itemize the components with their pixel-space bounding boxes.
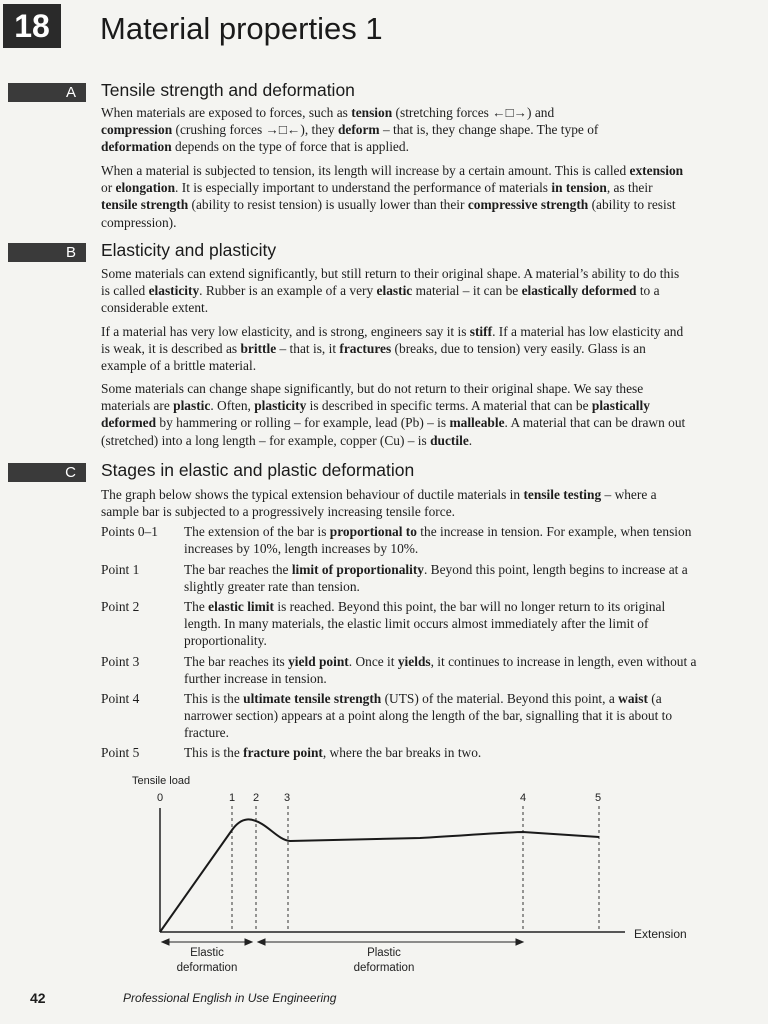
- section-a-paragraph-1: When materials are exposed to forces, such as tension (stretching forces ←□→) and compression (crushing forces →□←), they deform – that is, they change shape. The type of deformation depends on the type of force that is applied.: [101, 105, 599, 155]
- point-5-label: 5: [595, 792, 602, 804]
- point-label: Point 4: [101, 691, 140, 706]
- elastic-arrow-right: [245, 939, 252, 945]
- plastic-arrow-right: [516, 939, 523, 945]
- section-a-paragraph-2: When a material is subjected to tension, its length will increase by a certain amount. This is called extension or elongation. It is especially important to understand the performance of materials in tension, as their tensile strength (ability to resist tension) is usually lower than their compressive strength (ability to resist compression).: [101, 163, 684, 230]
- page-number: 42: [30, 990, 46, 1006]
- plastic-arrow-left: [258, 939, 265, 945]
- section-b-paragraph-1: Some materials can extend significantly, but still return to their original shape. A material’s ability to do this is called elasticity. Rubber is an example of a very elastic material – it can be elastically deformed to a considerable extent.: [101, 266, 680, 316]
- elastic-label-line1: Elastic: [190, 947, 224, 959]
- point-description: This is the fracture point, where the bar breaks in two.: [184, 745, 482, 760]
- elastic-label-line2: deformation: [176, 962, 238, 974]
- point-description: The bar reaches the limit of proportionality. Beyond this point, length begins to increase at a slightly greater rate than tension.: [184, 562, 688, 595]
- x-axis-label: Extension: [634, 927, 687, 941]
- section-c-title: Stages in elastic and plastic deformation: [101, 460, 415, 480]
- section-a-title: Tensile strength and deformation: [101, 80, 355, 100]
- tensile-test-graph: [0, 770, 768, 980]
- point-label: Point 2: [101, 599, 140, 614]
- y-axis-label: Tensile load: [132, 775, 191, 787]
- section-b-paragraph-3: Some materials can change shape significantly, but do not return to their original shape. We say these materials are plastic. Often, plasticity is described in specific terms. A material that can be plastically deformed by hammering or rolling – for example, lead (Pb) – is malleable. A material that can be drawn out (stretched) into a long length – for example, copper (Cu) – is ductile.: [101, 381, 686, 448]
- point-4-label: 4: [520, 792, 527, 804]
- stress-strain-curve: [160, 819, 599, 932]
- section-b-marker: B: [8, 243, 86, 262]
- section-b-paragraph-2: If a material has very low elasticity, and is strong, engineers say it is stiff. If a material has low elasticity and is weak, it is described as brittle – that is, it fractures (breaks, due to tension) very easily. Glass is an example of a brittle material.: [101, 324, 684, 374]
- point-label: Point 5: [101, 745, 140, 760]
- point-1-label: 1: [229, 792, 236, 804]
- point-description: This is the ultimate tensile strength (UTS) of the material. Beyond this point, a waist (a narrower section) appears at a point along the length of the bar, signalling that it is about to fracture.: [184, 691, 673, 741]
- plastic-label-line1: Plastic: [367, 947, 401, 959]
- elastic-arrow-left: [162, 939, 169, 945]
- section-b-title: Elasticity and plasticity: [101, 240, 277, 260]
- section-c-marker: C: [8, 463, 86, 482]
- section-c-intro: The graph below shows the typical extension behaviour of ductile materials in tensile testing – where a sample bar is subjected to a progressively increasing tensile force.: [101, 487, 657, 520]
- point-description: The elastic limit is reached. Beyond this point, the bar will no longer return to its original length. In many materials, the elastic limit occurs almost immediately after the limit of proportionality.: [184, 599, 666, 649]
- point-label: Point 3: [101, 654, 140, 669]
- point-description: The bar reaches its yield point. Once it yields, it continues to increase in length, even without a further increase in tension.: [184, 654, 697, 687]
- point-3-label: 3: [284, 792, 291, 804]
- unit-number-badge: 18: [3, 4, 61, 48]
- section-a-marker: A: [8, 83, 86, 102]
- page-title: Material properties 1: [100, 11, 383, 46]
- point-label: Points 0–1: [101, 524, 158, 539]
- point-0-label: 0: [157, 792, 164, 804]
- point-label: Point 1: [101, 562, 140, 577]
- plastic-label-line2: deformation: [353, 962, 415, 974]
- point-description: The extension of the bar is proportional to the increase in tension. For example, when tension increases by 10%, length increases by 10%.: [184, 524, 692, 557]
- book-title: Professional English in Use Engineering: [123, 991, 337, 1005]
- point-2-label: 2: [253, 792, 260, 804]
